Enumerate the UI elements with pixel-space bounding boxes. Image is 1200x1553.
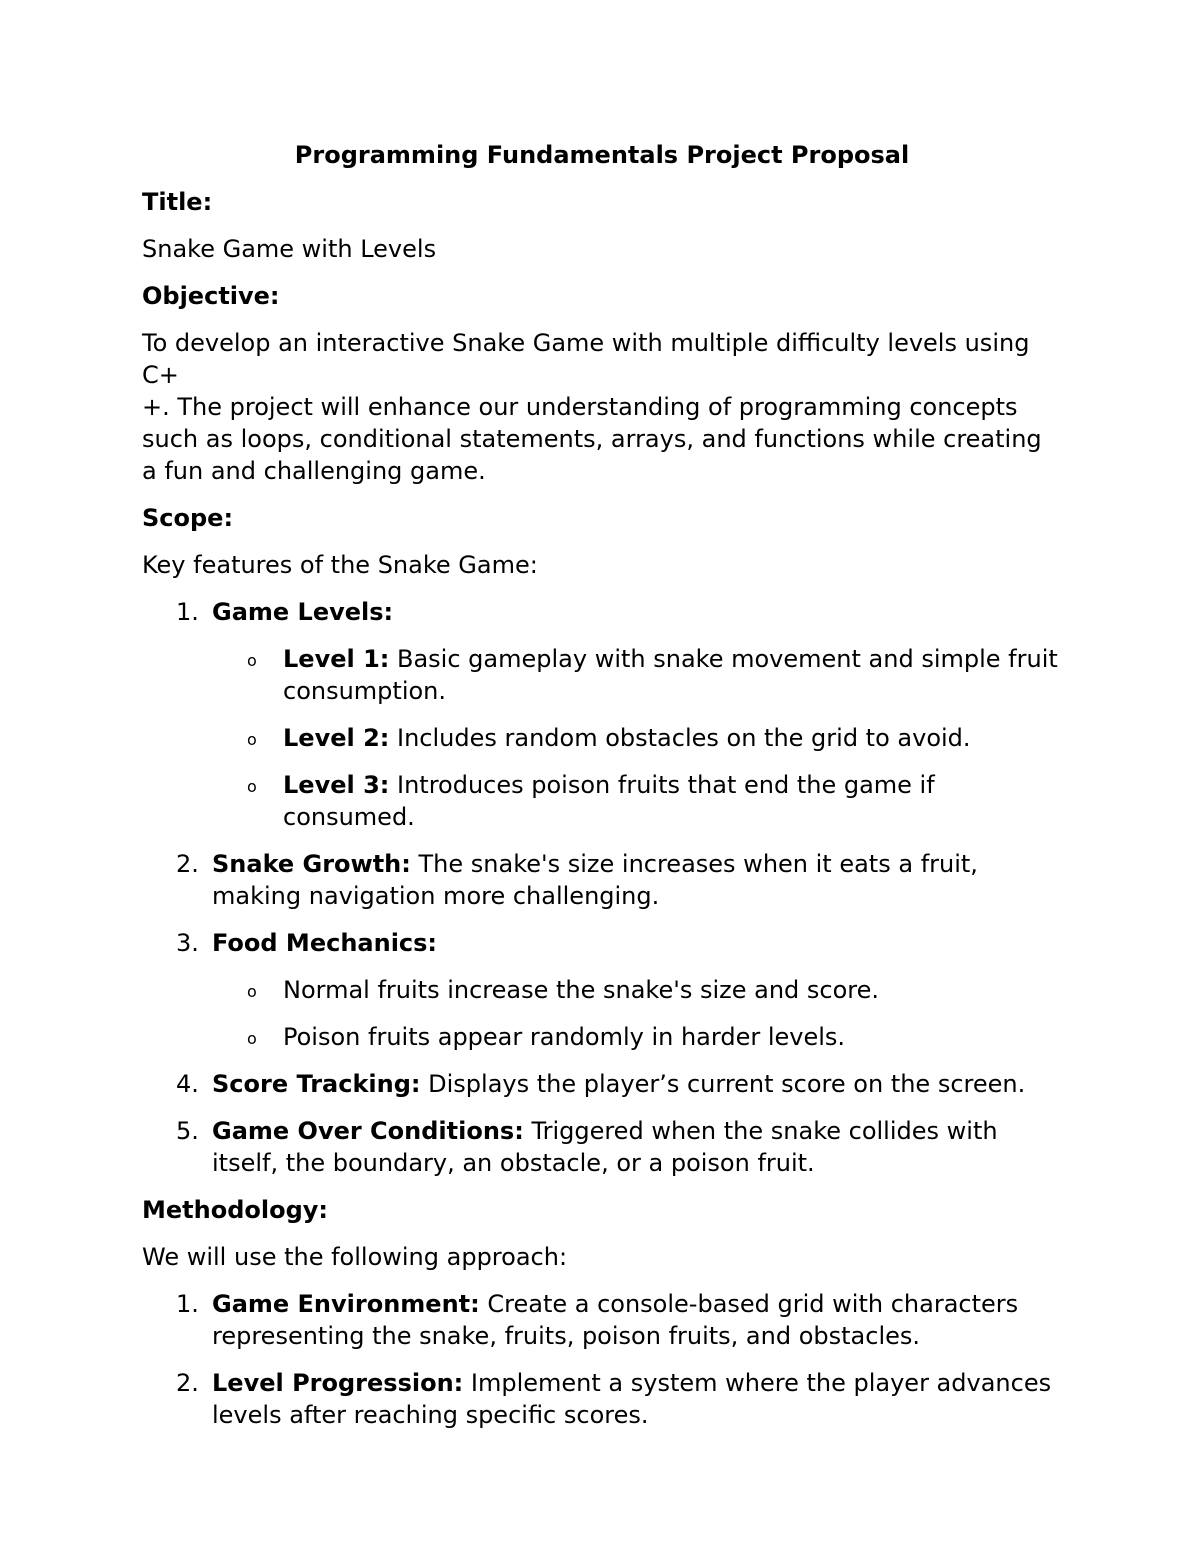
- list-number: 2.: [176, 1369, 199, 1397]
- sub-item: [212, 1021, 1062, 1053]
- methodology-item-label: Level Progression:: [212, 1369, 464, 1397]
- sub-item: [212, 769, 1062, 833]
- methodology-item-text: Implement a system where the player advances levels after reaching specific scores.: [212, 1369, 1052, 1429]
- title-text: Snake Game with Levels: [142, 235, 437, 263]
- methodology-heading: Methodology:: [142, 1196, 329, 1224]
- food-sublist: [212, 974, 1062, 1053]
- sub-item-text: Includes random obstacles on the grid to avoid.: [389, 724, 971, 752]
- objective-line-1: To develop an interactive Snake Game with multiple difficulty levels using C+: [142, 329, 1030, 389]
- list-number: 2.: [176, 850, 199, 878]
- scope-item-text: Displays the player’s current score on the screen.: [420, 1070, 1026, 1098]
- methodology-item: [142, 1367, 1062, 1431]
- bullet-icon: o: [247, 982, 257, 1001]
- scope-item-label: Game Over Conditions:: [212, 1117, 524, 1145]
- scope-item: [142, 1068, 1062, 1100]
- scope-item-label: Game Levels:: [212, 598, 394, 626]
- scope-item-text: Triggered when the snake collides with itself, the boundary, an obstacle, or a poison fruit.: [212, 1117, 998, 1177]
- bullet-icon: o: [247, 730, 257, 749]
- scope-item: [142, 596, 1062, 833]
- sub-item: [212, 722, 1062, 754]
- scope-list: [142, 596, 1062, 1179]
- sub-item: [212, 643, 1062, 707]
- sub-item-label: Level 3:: [283, 771, 390, 799]
- scope-item: [142, 848, 1062, 912]
- sub-item-text: Normal fruits increase the snake's size and score.: [283, 976, 880, 1004]
- sub-item-label: Level 1:: [283, 645, 390, 673]
- sub-item-label: Level 2:: [283, 724, 390, 752]
- list-number: 3.: [176, 929, 199, 957]
- methodology-list: [142, 1288, 1062, 1431]
- methodology-item-label: Game Environment:: [212, 1290, 480, 1318]
- objective-line-2: +. The project will enhance our understanding of programming concepts such as loops, conditional statements, arrays, and functions while creating a fun and challenging game.: [142, 393, 1042, 485]
- scope-item-label: Food Mechanics:: [212, 929, 438, 957]
- title-heading: Title:: [142, 188, 213, 216]
- bullet-icon: o: [247, 1029, 257, 1048]
- sub-item-text: Basic gameplay with snake movement and simple fruit consumption.: [283, 645, 1058, 705]
- scope-item-label: Snake Growth:: [212, 850, 411, 878]
- list-number: 1.: [176, 598, 199, 626]
- scope-item-text: The snake's size increases when it eats a fruit, making navigation more challenging.: [212, 850, 978, 910]
- sub-item-text: Introduces poison fruits that end the game if consumed.: [283, 771, 935, 831]
- bullet-icon: o: [247, 777, 257, 796]
- bullet-icon: o: [247, 651, 257, 670]
- document-page: [142, 139, 1062, 1446]
- methodology-intro: We will use the following approach:: [142, 1243, 568, 1271]
- sub-item-text: Poison fruits appear randomly in harder levels.: [283, 1023, 846, 1051]
- document-title: Programming Fundamentals Project Proposal: [294, 141, 910, 169]
- methodology-item-text: Create a console-based grid with characters representing the snake, fruits, poison fruits, and obstacles.: [212, 1290, 1019, 1350]
- level-sublist: [212, 643, 1062, 833]
- objective-paragraph: [142, 327, 1062, 487]
- scope-item: [142, 927, 1062, 1053]
- sub-item: [212, 974, 1062, 1006]
- scope-item: [142, 1115, 1062, 1179]
- list-number: 5.: [176, 1117, 199, 1145]
- list-number: 1.: [176, 1290, 199, 1318]
- scope-heading: Scope:: [142, 504, 234, 532]
- methodology-item: [142, 1288, 1062, 1352]
- objective-heading: Objective:: [142, 282, 280, 310]
- scope-item-label: Score Tracking:: [212, 1070, 421, 1098]
- scope-intro: Key features of the Snake Game:: [142, 551, 538, 579]
- list-number: 4.: [176, 1070, 199, 1098]
